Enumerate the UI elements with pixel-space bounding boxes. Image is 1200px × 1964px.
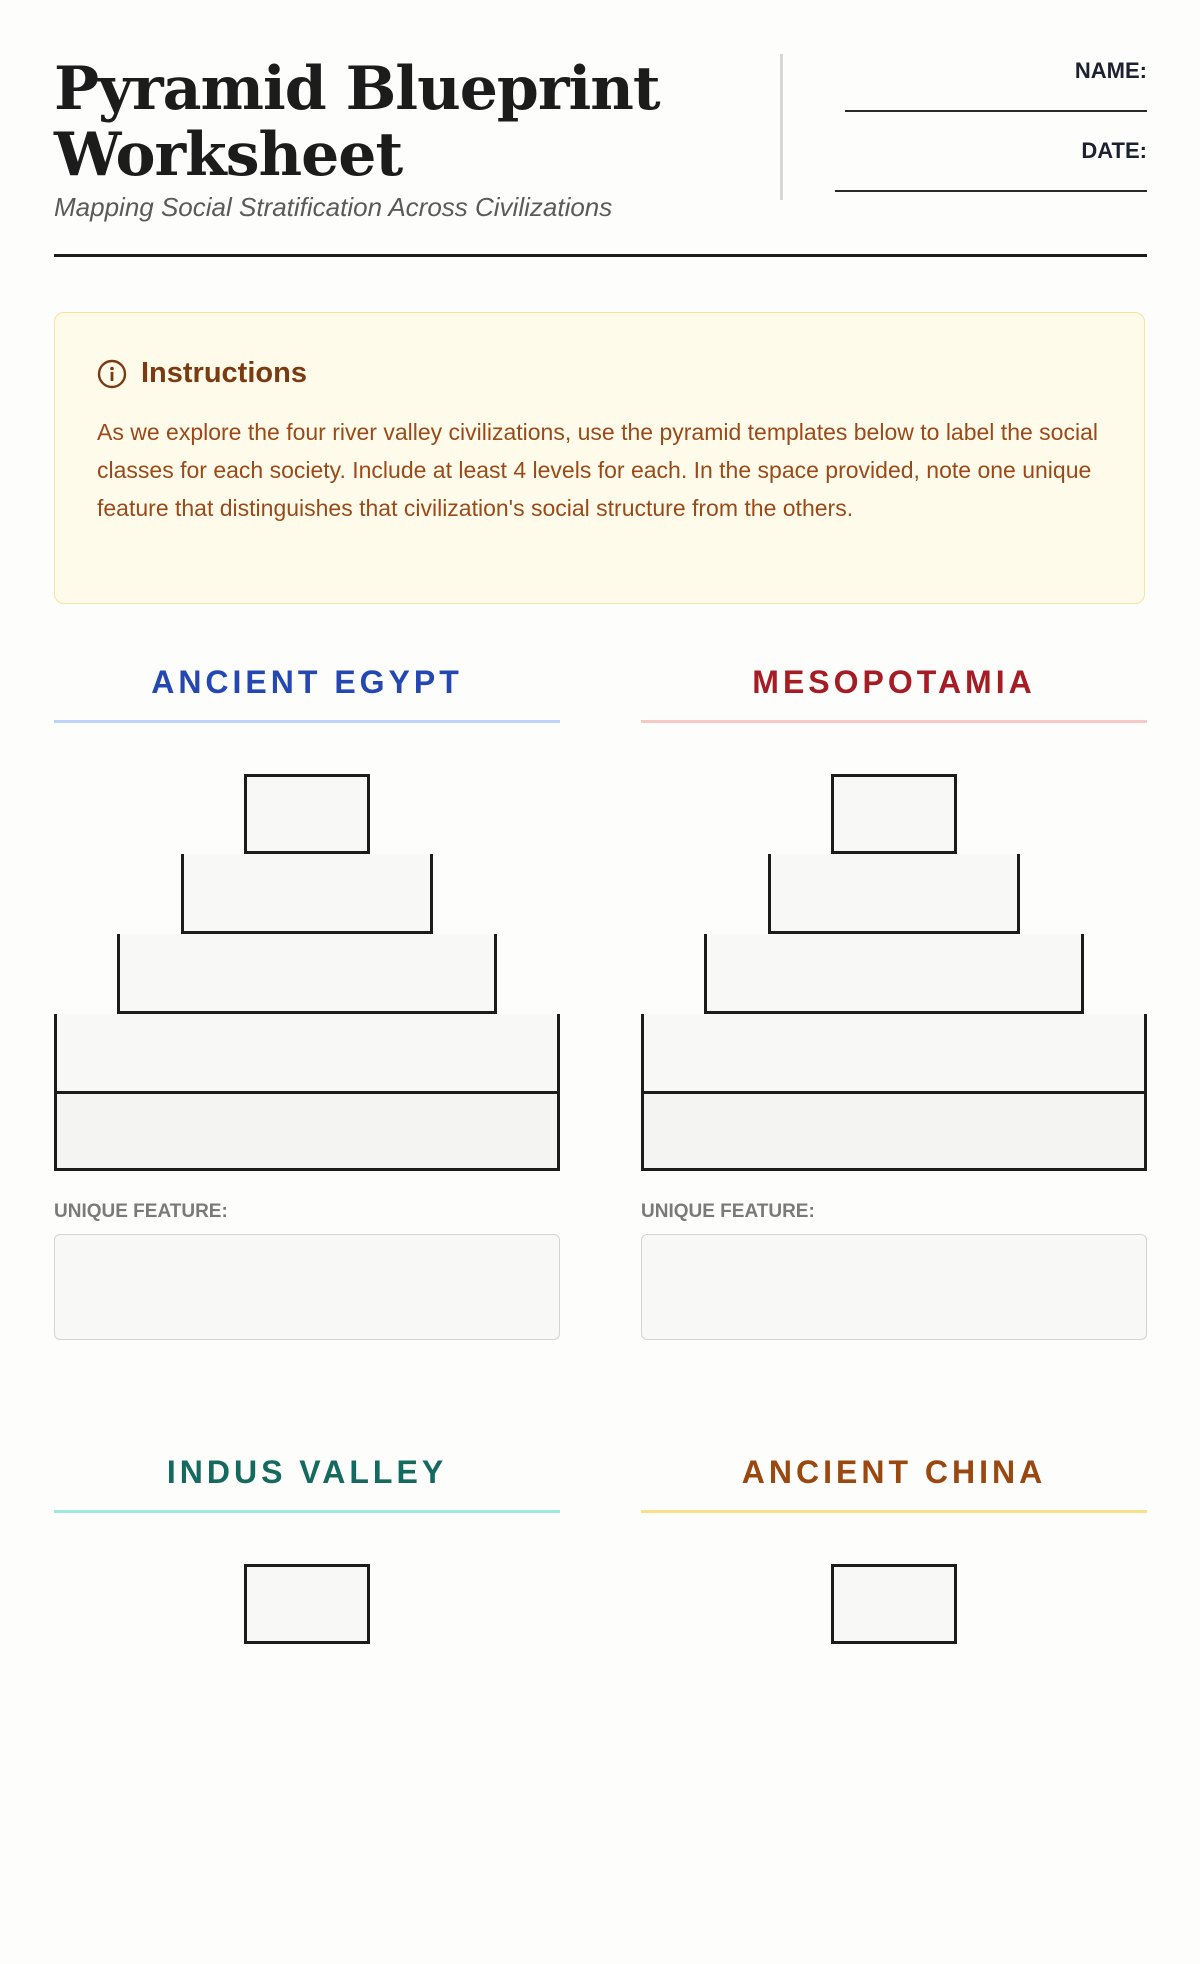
civ-title: MESOPOTAMIA (752, 664, 1036, 700)
pyramid-tier-1[interactable] (831, 1564, 957, 1644)
civ-underline (54, 720, 560, 723)
pyramid-tier-2[interactable] (768, 854, 1020, 934)
info-icon (97, 359, 127, 389)
instructions-box (54, 312, 1145, 604)
unique-feature-label: UNIQUE FEATURE: (54, 1201, 228, 1222)
pyramid-tier-5[interactable] (641, 1091, 1147, 1171)
date-label: DATE: (1081, 138, 1147, 163)
worksheet-header (54, 54, 1147, 254)
pyramid-tier-4[interactable] (641, 1014, 1147, 1094)
pyramid-tier-1[interactable] (831, 774, 957, 854)
pyramid-tier-4[interactable] (54, 1014, 560, 1094)
worksheet-page (54, 0, 1147, 1600)
pyramid-template (641, 1564, 1147, 1964)
pyramid-tier-5[interactable] (54, 1091, 560, 1171)
pyramid-template (54, 774, 560, 1174)
date-field-line[interactable] (835, 190, 1147, 192)
page-subtitle: Mapping Social Stratification Across Civilizations (54, 192, 613, 222)
name-field-line[interactable] (845, 110, 1147, 112)
header-divider (780, 54, 783, 200)
page-title: Pyramid Blueprint Worksheet (54, 54, 660, 190)
unique-feature-input[interactable] (54, 1234, 560, 1340)
civ-title: ANCIENT CHINA (741, 1454, 1047, 1490)
pyramid-template (641, 774, 1147, 1174)
pyramid-tier-3[interactable] (704, 934, 1084, 1014)
header-rule (54, 254, 1147, 257)
unique-feature-input[interactable] (641, 1234, 1147, 1340)
civ-underline (54, 1510, 560, 1513)
pyramid-tier-3[interactable] (117, 934, 497, 1014)
civ-title: ANCIENT EGYPT (151, 664, 463, 700)
instructions-header (97, 357, 307, 390)
pyramid-tier-1[interactable] (244, 1564, 370, 1644)
civ-underline (641, 1510, 1147, 1513)
civ-underline (641, 720, 1147, 723)
pyramid-tier-2[interactable] (181, 854, 433, 934)
instructions-title: Instructions (141, 357, 307, 389)
instructions-text: As we explore the four river valley civilizations, use the pyramid templates below to label the social classes for each society. Include at least 4 levels for each. In the space provided, note one unique feature that distinguishes that civilization's social structure from the others. (97, 419, 1098, 521)
unique-feature-label: UNIQUE FEATURE: (641, 1201, 815, 1222)
pyramid-tier-1[interactable] (244, 774, 370, 854)
pyramid-template (54, 1564, 560, 1964)
civ-title: INDUS VALLEY (166, 1454, 448, 1490)
name-label: NAME: (1074, 58, 1147, 83)
